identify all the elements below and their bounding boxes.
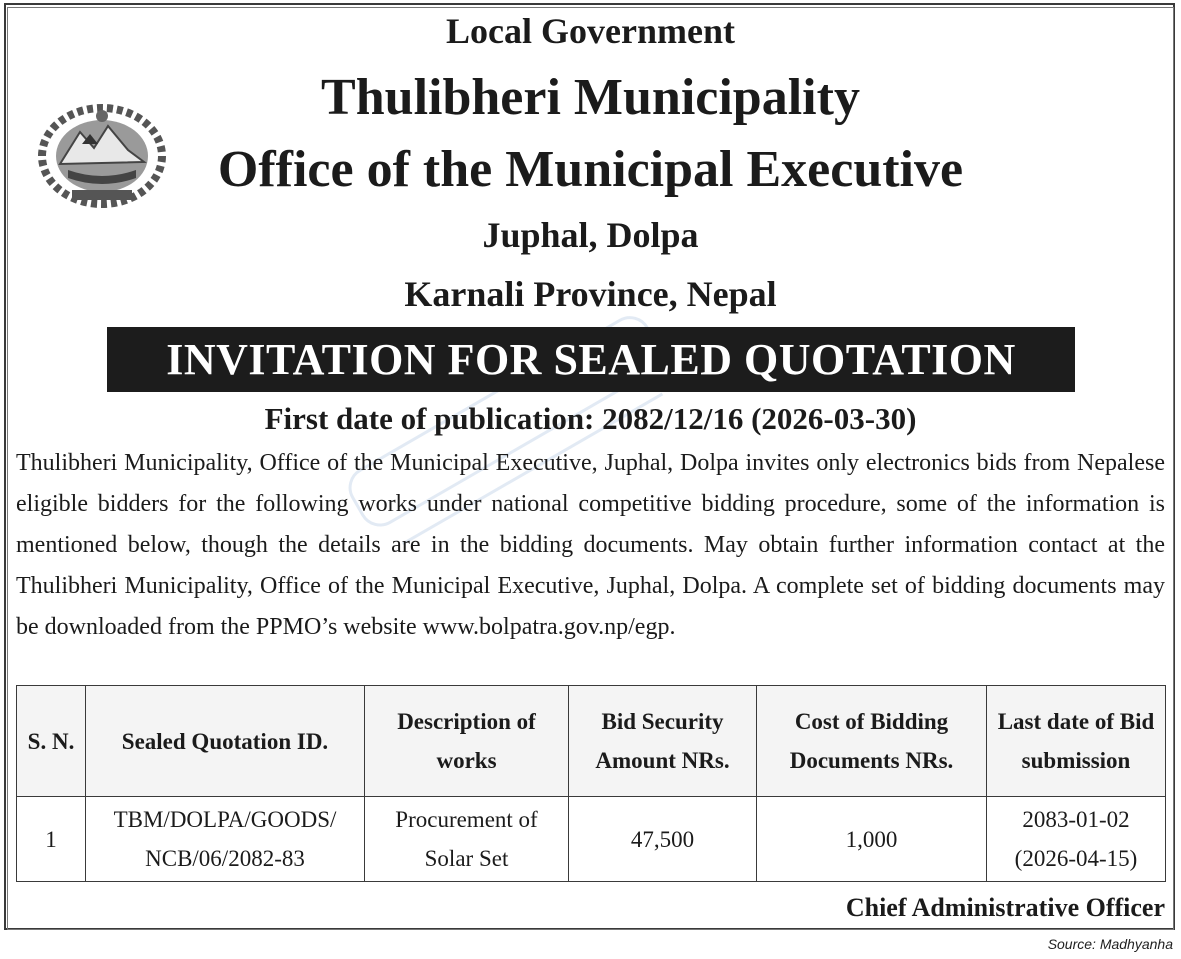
col-header-id: Sealed Quotation ID.	[86, 686, 365, 797]
cell-deadline: 2083-01-02 (2026-04-15)	[987, 797, 1166, 882]
source-credit: Source: Madhyanha	[1047, 936, 1173, 952]
notice-body: Thulibheri Municipality, Office of the Municipal Executive, Juphal, Dolpa invites only electronics bids from Nepalese eligible bidders for the following works under national competitive bidding procedure, some of the information is mentioned below, though the details are in the bidding documents. May obtain further information contact at the Thulibheri Municipality, Office of the Municipal Executive, Juphal, Dolpa. A complete set of bidding documents may be downloaded from the PPMO’s website www.bolpatra.gov.np/egp.	[16, 450, 1165, 640]
cell-security: 47,500	[569, 797, 757, 882]
col-header-description: Description of works	[365, 686, 569, 797]
publication-date: First date of publication: 2082/12/16 (2026-03-30)	[264, 401, 917, 436]
table-row	[17, 797, 1166, 882]
cell-description: Procurement of Solar Set	[365, 797, 569, 882]
table-header-row	[17, 686, 1166, 797]
col-header-cost: Cost of Bidding Documents NRs.	[757, 686, 987, 797]
municipality-name: Thulibheri Municipality	[321, 69, 860, 126]
cell-cost: 1,000	[757, 797, 987, 882]
office-name: Office of the Municipal Executive	[217, 141, 964, 198]
bid-table	[16, 685, 1166, 882]
col-header-sn: S. N.	[17, 686, 86, 797]
cell-id: TBM/DOLPA/GOODS/ NCB/06/2082-83	[86, 797, 365, 882]
cell-sn: 1	[17, 797, 86, 882]
address-line-2: Karnali Province, Nepal	[404, 274, 777, 314]
notice-title-banner: INVITATION FOR SEALED QUOTATION	[107, 327, 1075, 392]
col-header-security: Bid Security Amount NRs.	[569, 686, 757, 797]
local-government-label: Local Government	[446, 11, 735, 51]
signatory-title: Chief Administrative Officer	[845, 893, 1165, 922]
col-header-deadline: Last date of Bid submission	[987, 686, 1166, 797]
address-line-1: Juphal, Dolpa	[482, 215, 699, 255]
